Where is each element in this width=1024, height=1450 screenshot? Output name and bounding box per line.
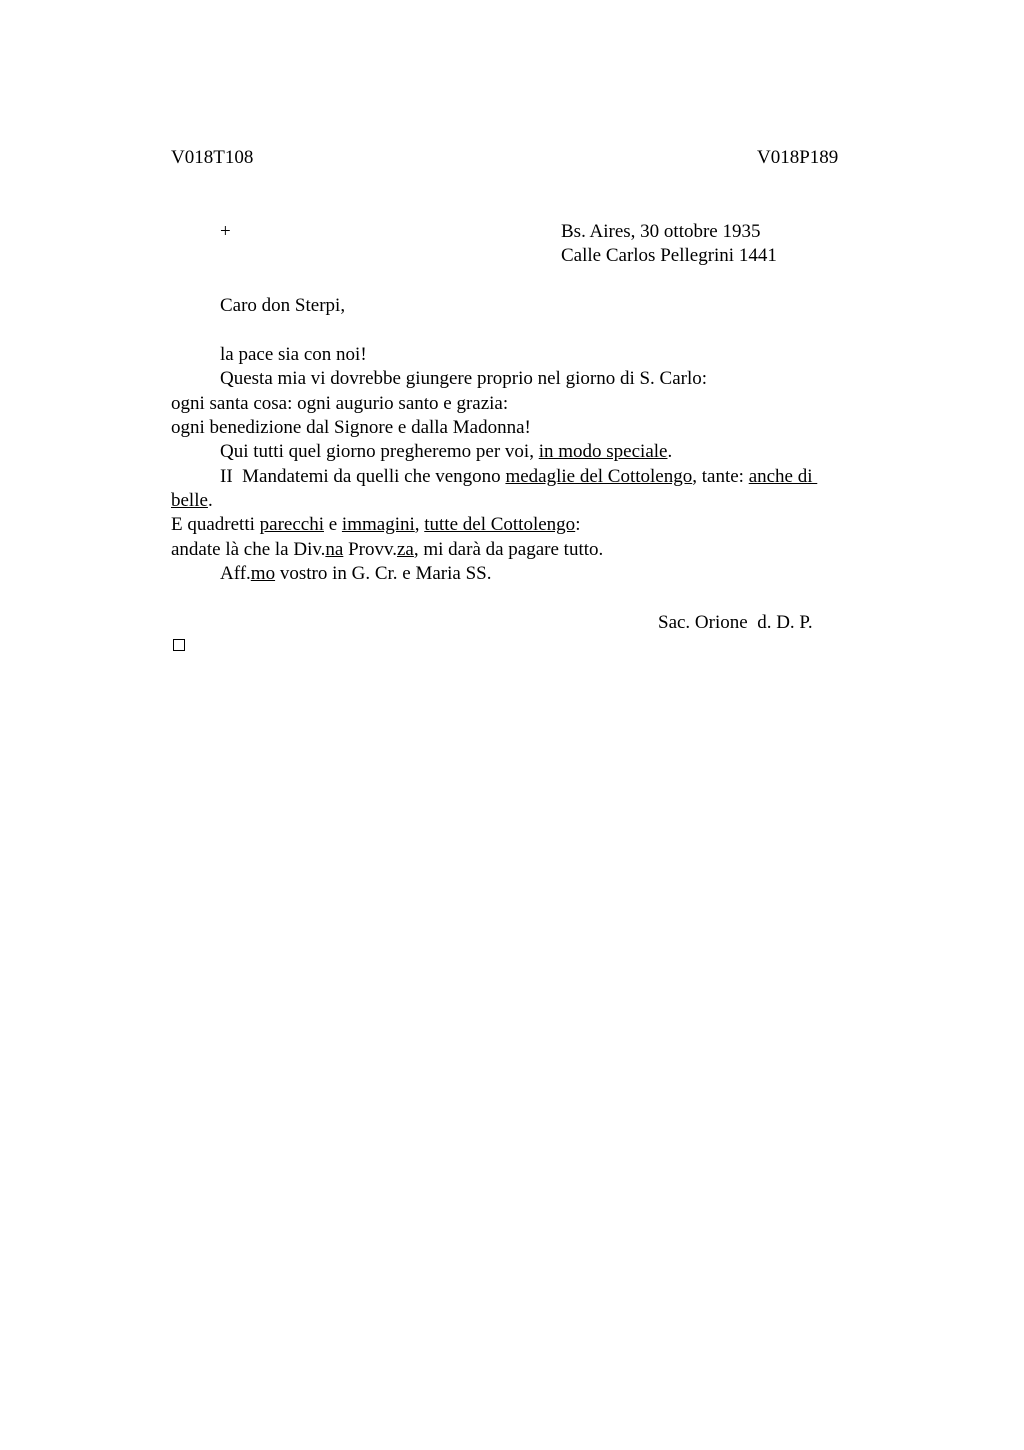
greeting-line: la pace sia con noi! xyxy=(220,344,367,365)
text-run: : xyxy=(575,514,581,535)
document-code-right: V018P189 xyxy=(757,147,839,168)
underlined-text: medaglie del Cottolengo xyxy=(505,466,693,487)
body-line: ogni santa cosa: ogni augurio santo e grazia: xyxy=(171,393,509,414)
underlined-text: za xyxy=(397,539,414,560)
underlined-text: na xyxy=(325,539,344,560)
text-run: , tante: xyxy=(692,466,749,487)
text-run: vostro in G. Cr. e Maria SS. xyxy=(275,563,492,584)
underlined-text: belle xyxy=(171,490,208,511)
text-run: Aff. xyxy=(220,563,251,584)
place-date: Bs. Aires, 30 ottobre 1935 xyxy=(561,221,761,242)
body-line xyxy=(171,513,580,537)
body-line xyxy=(171,489,213,513)
cross-symbol: + xyxy=(220,221,231,242)
underlined-text: in modo speciale xyxy=(538,441,668,462)
text-run: E quadretti xyxy=(171,514,260,535)
underlined-text: parecchi xyxy=(259,514,324,535)
underlined-text: tutte del Cottolengo xyxy=(424,514,576,535)
text-run: , xyxy=(414,514,425,535)
body-line xyxy=(220,465,817,489)
document-code-left: V018T108 xyxy=(171,147,254,168)
body-line xyxy=(220,440,672,464)
body-line: ogni benedizione dal Signore e dalla Madonna! xyxy=(171,417,531,438)
underlined-text: anche di xyxy=(748,466,818,487)
text-run: andate là che la Div. xyxy=(171,539,326,560)
address: Calle Carlos Pellegrini 1441 xyxy=(561,245,777,266)
end-of-document-box xyxy=(173,639,185,651)
text-run: , mi darà da pagare tutto. xyxy=(413,539,604,560)
text-run: e xyxy=(323,514,342,535)
signature: Sac. Orione d. D. P. xyxy=(658,612,813,633)
body-line: Questa mia vi dovrebbe giungere proprio nel giorno di S. Carlo: xyxy=(220,368,708,389)
underlined-text: mo xyxy=(250,563,276,584)
text-run: II Mandatemi da quelli che vengono xyxy=(220,466,506,487)
text-run: . xyxy=(207,490,213,511)
text-run: . xyxy=(667,441,673,462)
text-run: Qui tutti quel giorno pregheremo per voi, xyxy=(220,441,539,462)
underlined-text: immagini xyxy=(341,514,415,535)
salutation: Caro don Sterpi, xyxy=(220,295,346,316)
body-line xyxy=(171,538,603,562)
closing-line xyxy=(220,562,491,586)
text-run: Provv. xyxy=(343,539,397,560)
